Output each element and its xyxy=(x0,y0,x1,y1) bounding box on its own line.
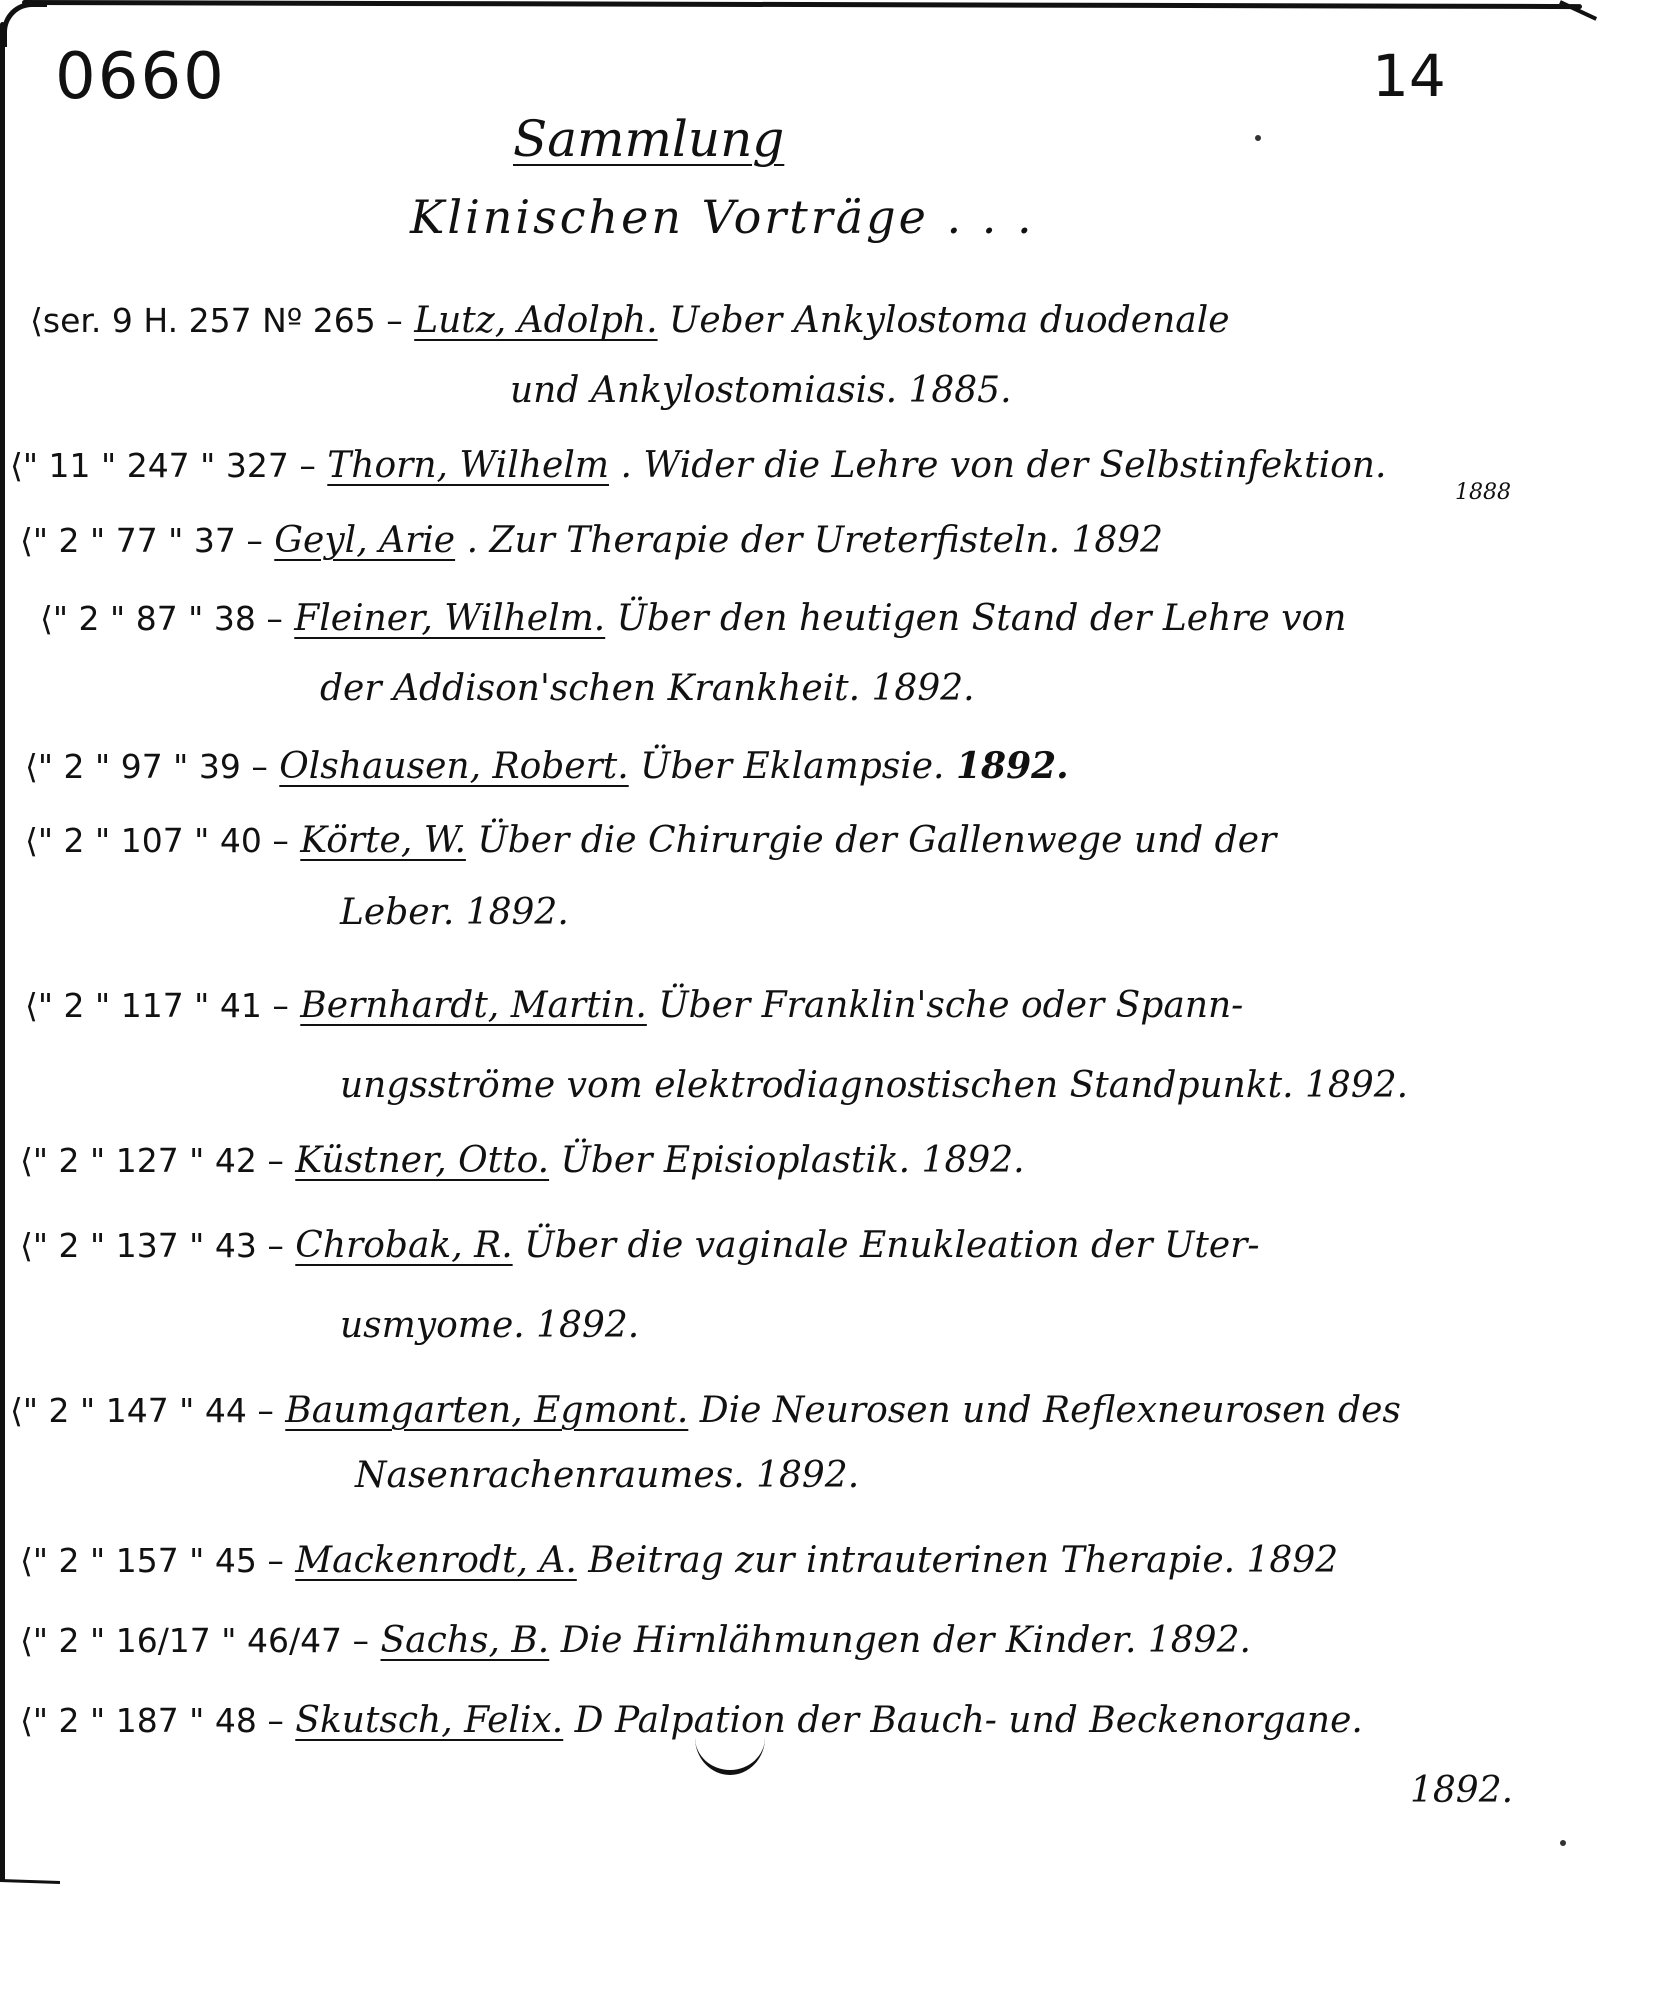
entry-ref: ⟨" 2 " 107 " 40 – xyxy=(25,821,289,860)
entry-ref: ⟨" 2 " 16/17 " 46/47 – xyxy=(20,1621,370,1660)
entry-title: Über Franklin'sche oder Spann- xyxy=(658,985,1244,1026)
card-border-bottom-stub xyxy=(0,1879,60,1884)
entry-year: 1892. xyxy=(955,745,1069,787)
entry-13 xyxy=(20,1700,1363,1741)
entry-ref: ⟨" 2 " 77 " 37 – xyxy=(20,521,263,560)
series-title: Sammlung xyxy=(513,110,785,168)
entry-title: Ueber Ankylostoma duodenale xyxy=(669,300,1230,341)
entry-2 xyxy=(10,445,1386,486)
entry-8 xyxy=(20,1140,1025,1181)
entry-ref: ⟨" 2 " 157 " 45 – xyxy=(20,1541,284,1580)
entry-ref: ⟨" 2 " 137 " 43 – xyxy=(20,1226,284,1265)
entry-title: . Wider die Lehre von der Selbstinfektion. xyxy=(620,445,1387,486)
ink-speck xyxy=(1255,135,1261,141)
card-border-top xyxy=(22,0,1582,9)
entry-ref: ⟨" 11 " 247 " 327 – xyxy=(10,446,316,485)
entry-10-continuation: Nasenrachenraumes. 1892. xyxy=(355,1455,860,1496)
entry-1 xyxy=(30,300,1230,341)
entry-title: Über die vaginale Enukleation der Uter- xyxy=(524,1225,1260,1266)
page-number: 14 xyxy=(1372,42,1446,110)
entry-6-continuation: Leber. 1892. xyxy=(340,892,569,933)
entry-12 xyxy=(20,1620,1251,1661)
entry-author: Olshausen, Robert. xyxy=(279,746,629,787)
entry-title: Die Neurosen und Reflexneurosen des xyxy=(699,1390,1401,1431)
entry-ref: ⟨" 2 " 97 " 39 – xyxy=(25,747,268,786)
entry-title: D Palpation der Bauch- und Beckenorgane. xyxy=(574,1700,1363,1741)
entry-author: Thorn, Wilhelm xyxy=(327,445,609,486)
entry-title: Beitrag zur intrauterinen Therapie. 1892 xyxy=(588,1540,1339,1581)
entry-ref: ⟨" 2 " 147 " 44 – xyxy=(10,1391,274,1430)
entry-title: . Zur Therapie der Ureterfisteln. 1892 xyxy=(466,520,1164,561)
entry-author: Küstner, Otto. xyxy=(295,1140,550,1181)
card-number: 0660 xyxy=(55,40,226,114)
entry-author: Mackenrodt, A. xyxy=(295,1540,577,1581)
entry-11 xyxy=(20,1540,1338,1581)
entry-author: Bernhardt, Martin. xyxy=(300,985,647,1026)
entry-9-continuation: usmyome. 1892. xyxy=(340,1305,640,1346)
entry-author: Lutz, Adolph. xyxy=(414,300,658,341)
entry-ref: ⟨" 2 " 87 " 38 – xyxy=(40,599,283,638)
entry-5 xyxy=(25,745,1069,787)
entry-9 xyxy=(20,1225,1260,1266)
card-border-left xyxy=(0,22,5,1882)
entry-7-continuation: ungsströme vom elektrodiagnostischen Standpunkt. 1892. xyxy=(340,1065,1409,1106)
series-subtitle: Klinischen Vorträge . . . xyxy=(410,190,1035,244)
entry-author: Chrobak, R. xyxy=(295,1225,513,1266)
entry-13-continuation: 1892. xyxy=(1410,1770,1514,1811)
entry-ref: ⟨" 2 " 187 " 48 – xyxy=(20,1701,284,1740)
entry-author: Baumgarten, Egmont. xyxy=(285,1390,689,1431)
entry-ref: ⟨" 2 " 117 " 41 – xyxy=(25,986,289,1025)
entry-author: Geyl, Arie xyxy=(274,520,456,561)
entry-title: Über den heutigen Stand der Lehre von xyxy=(616,598,1347,639)
entry-title: Die Hirnlähmungen der Kinder. 1892. xyxy=(560,1620,1251,1661)
entry-4-continuation: der Addison'schen Krankheit. 1892. xyxy=(320,668,975,709)
entry-ref: ⟨ser. 9 H. 257 Nº 265 – xyxy=(30,301,403,340)
entry-title: Über Eklampsie. xyxy=(640,746,945,787)
card-border-corner-left xyxy=(2,2,47,47)
entry-ref: ⟨" 2 " 127 " 42 – xyxy=(20,1141,284,1180)
entry-author: Sachs, B. xyxy=(380,1620,550,1661)
entry-3 xyxy=(20,520,1163,561)
entry-title: Über Episioplastik. 1892. xyxy=(560,1140,1025,1181)
entry-7 xyxy=(25,985,1243,1026)
entry-2-year-note: 1888 xyxy=(1455,480,1511,505)
ink-blot xyxy=(695,1700,765,1775)
entry-author: Körte, W. xyxy=(300,820,466,861)
entry-4 xyxy=(40,598,1346,639)
entry-author: Skutsch, Felix. xyxy=(295,1700,564,1741)
entry-10 xyxy=(10,1390,1401,1431)
entry-title: Über die Chirurgie der Gallenwege und der xyxy=(477,820,1277,861)
ink-speck xyxy=(1560,1840,1566,1846)
entry-1-continuation: und Ankylostomiasis. 1885. xyxy=(510,370,1012,411)
entry-author: Fleiner, Wilhelm. xyxy=(294,598,606,639)
entry-6 xyxy=(25,820,1276,861)
